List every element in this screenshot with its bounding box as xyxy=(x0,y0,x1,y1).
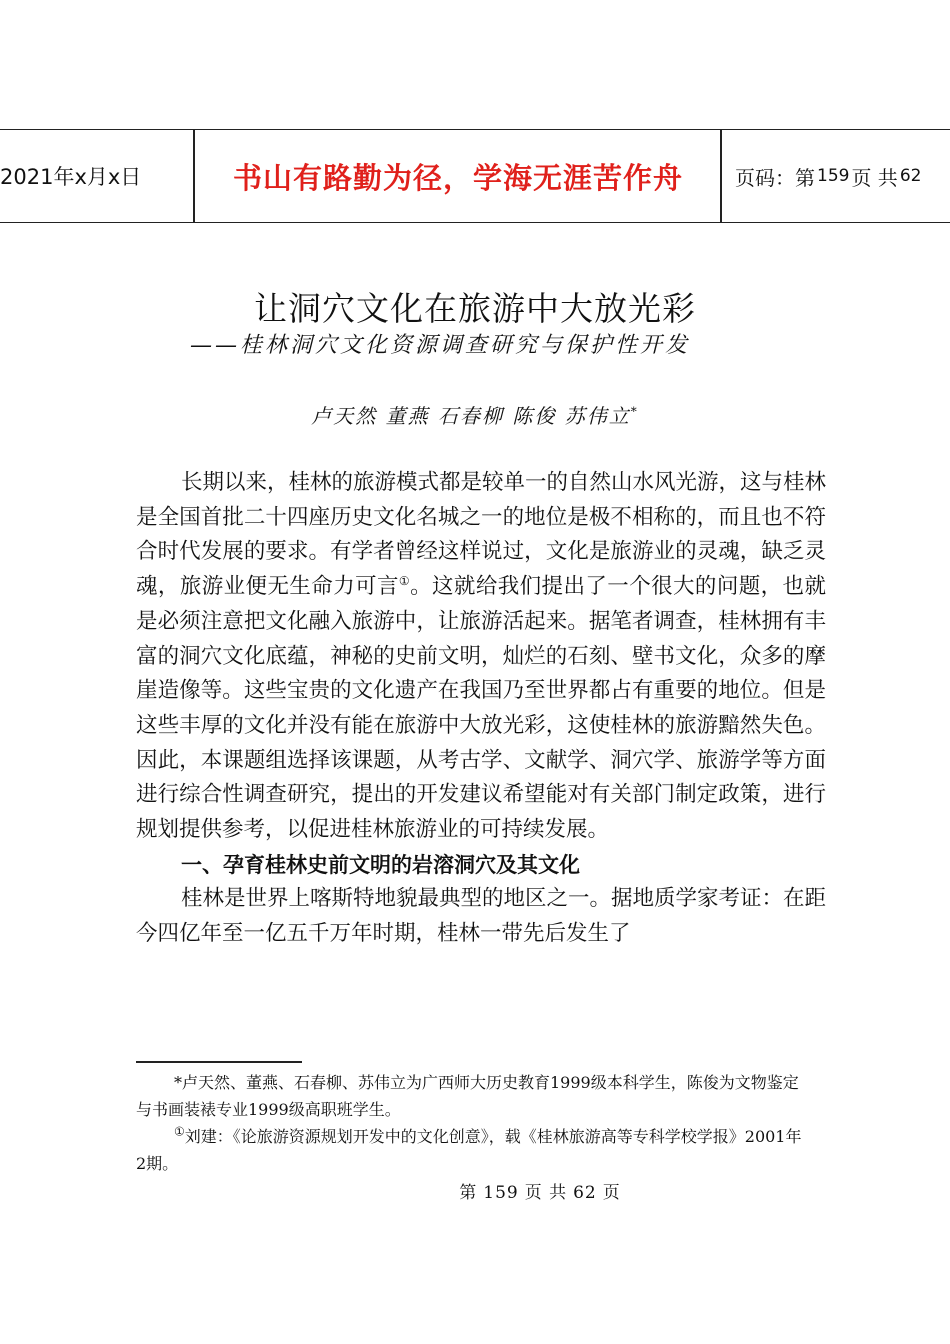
author-footnote-mark: * xyxy=(630,404,639,419)
header-divider xyxy=(720,130,722,222)
footnote-mark: * xyxy=(174,1073,182,1092)
footnote-ref-1[interactable]: ① xyxy=(398,573,411,588)
header-page-number: 159 xyxy=(817,166,850,186)
article-body xyxy=(136,466,826,952)
article-subtitle: ——桂林洞穴文化资源调查研究与保护性开发 xyxy=(190,333,691,358)
footnote-source xyxy=(136,1123,808,1177)
header-page-prefix: 页码：第 xyxy=(735,165,815,190)
header-date: 2021年x月x日 xyxy=(0,165,142,189)
paragraph-intro-part2: 。这就给我们提出了一个很大的问题，也就是必须注意把文化融入旅游中，让旅游活起来。据笔者调查，桂林拥有丰富的洞穴文化底蕴，神秘的史前文明，灿烂的石刻、壁书文化，众多的摩崖造像等。这些宝贵的文化遗产在我国乃至世界都占有重要的地位。但是这些丰厚的文化并没有能在旅游中大放光彩，这使桂林的旅游黯然失色。因此，本课题组选择该课题，从考古学、文献学、洞穴学、旅游学等方面进行综合性调查研究，提出的开发建议希望能对有关部门制定政策，进行规划提供参考，以促进桂林旅游业的可持续发展。 xyxy=(136,574,826,843)
footnote-mark: ① xyxy=(174,1124,185,1139)
footnote-separator xyxy=(136,1061,302,1063)
footer-page-number: 159 xyxy=(483,1183,519,1203)
article-authors xyxy=(0,400,950,429)
footnote-authors xyxy=(136,1069,808,1123)
header-motto: 书山有路勤为径，学海无涯苦作舟 xyxy=(232,160,683,195)
footnotes xyxy=(136,1069,808,1177)
section-heading-1: 一、孕育桂林史前文明的岩溶洞穴及其文化 xyxy=(181,852,580,877)
header-page-info xyxy=(735,130,923,222)
author-list: 卢天然 董燕 石春柳 陈俊 苏伟立 xyxy=(311,404,631,428)
footer-page-mid: 页 共 xyxy=(524,1183,568,1203)
article-title: 让洞穴文化在旅游中大放光彩 xyxy=(254,289,696,328)
paragraph-intro-part1: 长期以来，桂林的旅游模式都是较单一的自然山水风光游，这与桂林是全国首批二十四座历史文化名城之一的地位是极不相称的，而且也不符合时代发展的要求。有学者曾经这样说过，文化是旅游业的灵魂，缺乏灵魂，旅游业便无生命力可言 xyxy=(136,470,827,600)
footer-page-total: 62 xyxy=(573,1183,597,1203)
footnote-text: 刘建：《论旅游资源规划开发中的文化创意》，载《桂林旅游高等专科学校学报》2001年2期。 xyxy=(136,1127,802,1173)
header-page-mid: 页 共 xyxy=(851,165,898,190)
page-header xyxy=(0,129,950,223)
paragraph-section1: 桂林是世界上喀斯特地貌最典型的地区之一。据地质学家考证：在距今四亿年至一亿五千万年时期，桂林一带先后发生了 xyxy=(136,886,827,947)
footer-page-prefix: 第 xyxy=(459,1183,478,1203)
footnote-text: 卢天然、董燕、石春柳、苏伟立为广西师大历史教育1999级本科学生，陈俊为文物鉴定与书画装裱专业1999级高职班学生。 xyxy=(136,1073,799,1119)
footer-page-suffix: 页 xyxy=(602,1183,621,1203)
header-page-total: 62 xyxy=(899,166,922,186)
page-footer xyxy=(0,1178,950,1203)
paragraph-intro xyxy=(136,466,826,848)
